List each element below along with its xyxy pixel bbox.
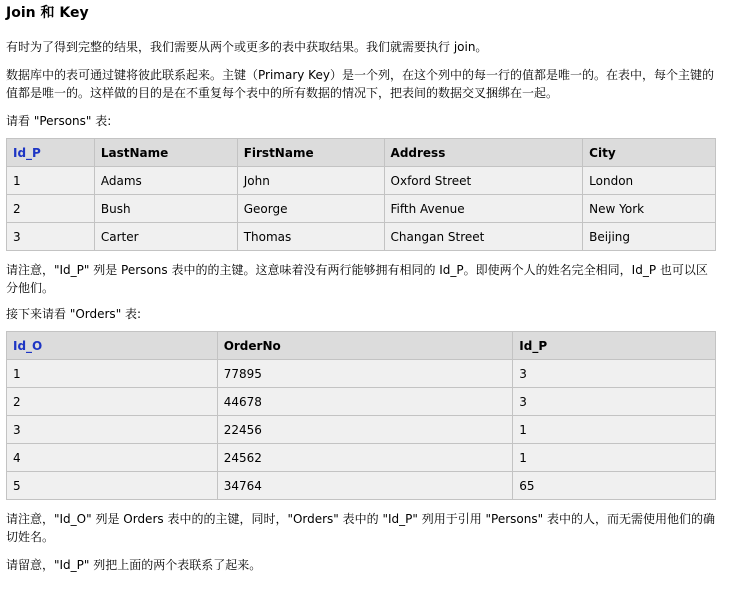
table-cell: 3 [513,360,716,388]
table-cell: 3 [7,223,95,251]
page-title: Join 和 Key [6,5,89,21]
table-cell: Fifth Avenue [384,195,583,223]
intro-paragraph: 有时为了得到完整的结果，我们需要从两个或更多的表中获取结果。我们就需要执行 join。 [6,40,488,54]
table-cell: 24562 [217,444,513,472]
table-cell: London [583,167,716,195]
table-cell: 1 [513,416,716,444]
table-cell: Bush [94,195,237,223]
table-cell: New York [583,195,716,223]
table-row [7,360,716,388]
table-row [7,444,716,472]
table-cell: 4 [7,444,218,472]
table-cell: 1 [513,444,716,472]
table-row [7,195,716,223]
column-header: LastName [94,139,237,167]
table-cell: Changan Street [384,223,583,251]
table-row [7,223,716,251]
table-cell: John [237,167,384,195]
table-cell: Carter [94,223,237,251]
keys-paragraph: 数据库中的表可通过键将彼此联系起来。主键（Primary Key）是一个列，在这个列中的每一行的值都是唯一的。在表中，每个主键的值都是唯一的。这样做的目的是在不重复每个表中的所有数据的情况下，把表间的数据交叉捆绑在一起。 [6,68,714,100]
table-cell: 34764 [217,472,513,500]
table-cell: Thomas [237,223,384,251]
table-cell: 22456 [217,416,513,444]
table-header-row [7,139,716,167]
table-cell: 65 [513,472,716,500]
table-cell: 3 [513,388,716,416]
orders-table [6,331,716,500]
table-cell: 44678 [217,388,513,416]
foreign-key-note: 请注意，"Id_O" 列是 Orders 表中的的主键，同时，"Orders" 表中的 "Id_P" 列用于引用 "Persons" 表中的人，而无需使用他们的确切姓名。 [6,512,715,544]
table-row [7,167,716,195]
link-note: 请留意，"Id_P" 列把上面的两个表联系了起来。 [6,558,262,572]
persons-intro: 请看 "Persons" 表: [6,114,112,128]
table-cell: George [237,195,384,223]
column-header: Id_P [7,139,95,167]
table-cell: 1 [7,167,95,195]
table-cell: Beijing [583,223,716,251]
table-cell: 77895 [217,360,513,388]
orders-intro: 接下来请看 "Orders" 表: [6,307,142,321]
table-cell: 5 [7,472,218,500]
table-cell: Adams [94,167,237,195]
column-header: City [583,139,716,167]
table-row [7,472,716,500]
table-row [7,416,716,444]
table-cell: 1 [7,360,218,388]
primary-key-note: 请注意，"Id_P" 列是 Persons 表中的的主键。这意味着没有两行能够拥有相同的 Id_P。即使两个人的姓名完全相同，Id_P 也可以区分他们。 [6,263,708,295]
persons-table [6,138,716,251]
column-header: OrderNo [217,332,513,360]
table-cell: 2 [7,195,95,223]
column-header: FirstName [237,139,384,167]
table-cell: Oxford Street [384,167,583,195]
column-header: Address [384,139,583,167]
table-header-row [7,332,716,360]
column-header: Id_P [513,332,716,360]
table-cell: 2 [7,388,218,416]
column-header: Id_O [7,332,218,360]
table-row [7,388,716,416]
table-cell: 3 [7,416,218,444]
